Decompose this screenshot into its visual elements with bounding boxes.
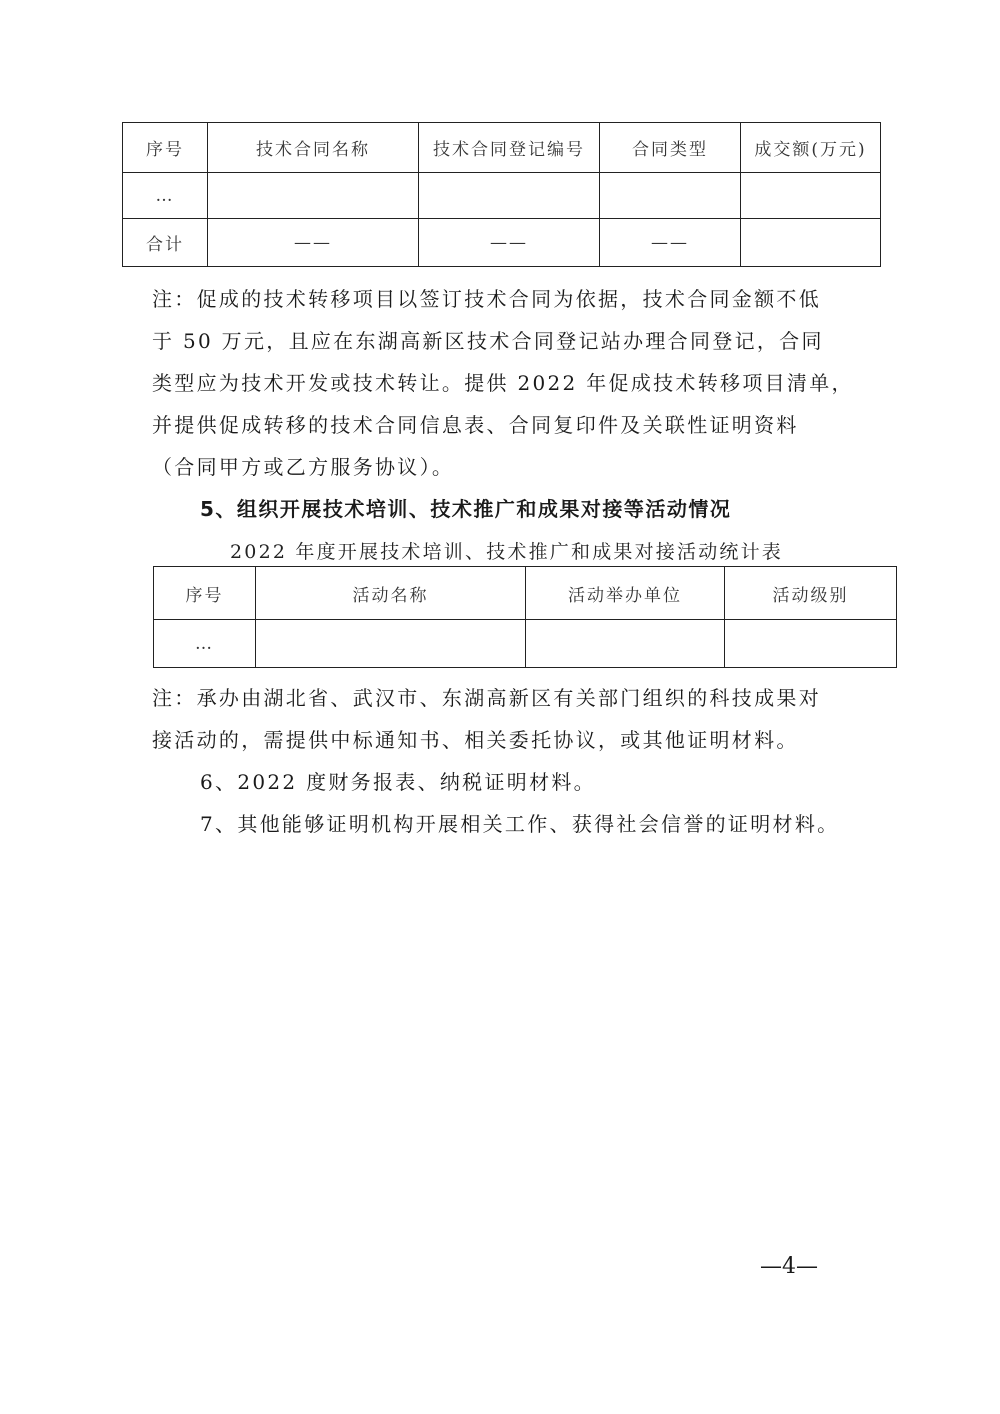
table-cell xyxy=(256,620,526,668)
page-number: —4— xyxy=(760,1254,818,1279)
table-cell: … xyxy=(123,173,208,219)
note1-line: 并提供促成转移的技术合同信息表、合同复印件及关联性证明资料 xyxy=(152,413,799,437)
table-header-row xyxy=(154,567,897,620)
table-cell xyxy=(600,173,741,219)
table-total-row xyxy=(123,219,881,267)
activity-table xyxy=(153,566,897,668)
table-cell: —— xyxy=(600,219,741,267)
note1-line: 注：促成的技术转移项目以签订技术合同为依据，技术合同金额不低 xyxy=(152,287,821,311)
table-row xyxy=(123,173,881,219)
note2-line: 注：承办由湖北省、武汉市、东湖高新区有关部门组织的科技成果对 xyxy=(152,686,821,710)
contract-table xyxy=(122,122,881,267)
table-cell: —— xyxy=(208,219,419,267)
header-cell: 技术合同登记编号 xyxy=(419,123,600,173)
table-cell xyxy=(725,620,897,668)
header-cell: 技术合同名称 xyxy=(208,123,419,173)
header-cell: 序号 xyxy=(123,123,208,173)
note1-line: 于 50 万元，且应在东湖高新区技术合同登记站办理合同登记，合同 xyxy=(152,329,824,353)
table-cell xyxy=(741,219,881,267)
header-cell: 活动级别 xyxy=(725,567,897,620)
table-cell xyxy=(419,173,600,219)
table-cell xyxy=(741,173,881,219)
table-row xyxy=(154,620,897,668)
header-cell: 合同类型 xyxy=(600,123,741,173)
note1-line: （合同甲方或乙方服务协议）。 xyxy=(152,455,455,479)
note1-line: 类型应为技术开发或技术转让。提供 2022 年促成技术转移项目清单， xyxy=(152,371,854,395)
table-cell xyxy=(208,173,419,219)
note2-line: 接活动的，需提供中标通知书、相关委托协议，或其他证明材料。 xyxy=(152,728,799,752)
header-cell: 活动名称 xyxy=(256,567,526,620)
header-cell: 活动举办单位 xyxy=(526,567,725,620)
item-7: 7、其他能够证明机构开展相关工作、获得社会信誉的证明材料。 xyxy=(200,812,840,836)
table-header-row xyxy=(123,123,881,173)
header-cell: 成交额(万元) xyxy=(741,123,881,173)
section5-heading: 5、组织开展技术培训、技术推广和成果对接等活动情况 xyxy=(200,497,732,521)
header-cell: 序号 xyxy=(154,567,256,620)
item-6: 6、2022 度财务报表、纳税证明材料。 xyxy=(200,770,596,794)
table2-caption: 2022 年度开展技术培训、技术推广和成果对接活动统计表 xyxy=(230,541,783,563)
table-cell: 合计 xyxy=(123,219,208,267)
table-cell xyxy=(526,620,725,668)
table-cell: … xyxy=(154,620,256,668)
table-cell: —— xyxy=(419,219,600,267)
